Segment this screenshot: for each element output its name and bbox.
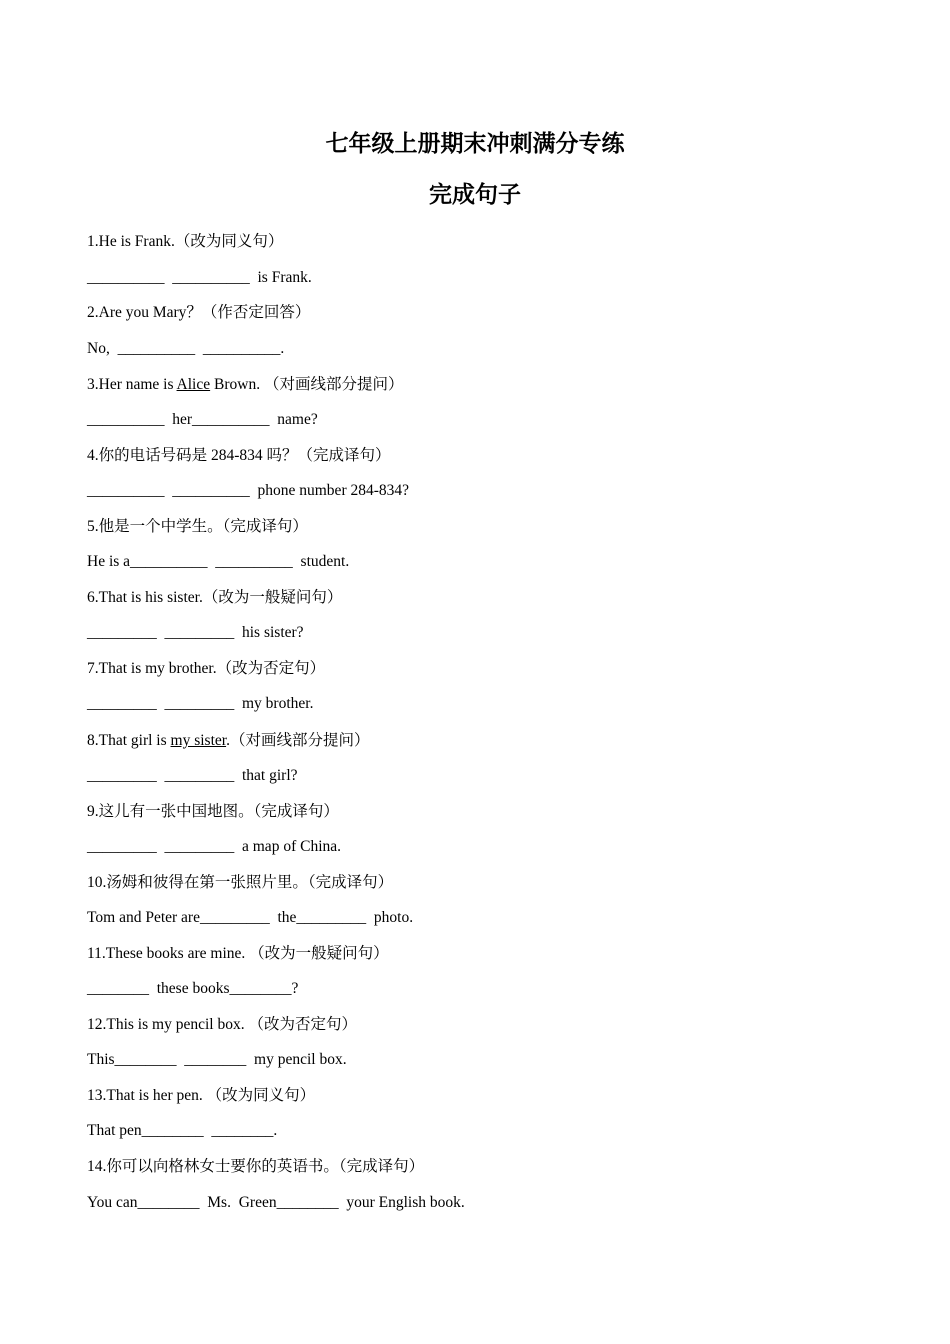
question-8-answer: _________ _________ that girl?	[87, 767, 298, 784]
question-10-prompt: 10.汤姆和彼得在第一张照片里。（完成译句）	[87, 874, 394, 891]
question-7-prompt: 7.That is my brother.（改为否定句）	[87, 660, 326, 677]
question-3-prompt	[87, 375, 403, 395]
question-6-answer: _________ _________ his sister?	[87, 624, 304, 641]
prompt-text: 3.Her name is	[87, 376, 177, 393]
question-14-answer: You can________ Ms. Green________ your English book.	[87, 1194, 465, 1211]
question-9-answer: _________ _________ a map of China.	[87, 838, 342, 855]
question-12-answer: This________ ________ my pencil box.	[87, 1051, 347, 1068]
question-13-answer: That pen________ ________.	[87, 1122, 278, 1139]
question-13-prompt: 13.That is her pen. （改为同义句）	[87, 1087, 316, 1104]
question-11-prompt: 11.These books are mine. （改为一般疑问句）	[87, 945, 389, 962]
question-14-prompt: 14.你可以向格林女士要你的英语书。（完成译句）	[87, 1158, 425, 1175]
question-10-answer: Tom and Peter are_________ the_________ photo.	[87, 909, 414, 926]
question-5-prompt: 5.他是一个中学生。（完成译句）	[87, 518, 308, 535]
question-8-prompt	[87, 731, 369, 751]
prompt-text: Brown. （对画线部分提问）	[210, 376, 404, 393]
question-9-prompt: 9.这儿有一张中国地图。（完成译句）	[87, 803, 339, 820]
question-5-answer: He is a__________ __________ student.	[87, 553, 350, 570]
question-6-prompt: 6.That is his sister.（改为一般疑问句）	[87, 589, 343, 606]
question-3-answer: __________ her__________ name?	[87, 411, 318, 428]
underlined-text: my sister	[170, 732, 227, 749]
question-1-prompt: 1.He is Frank.（改为同义句）	[87, 233, 284, 250]
question-4-prompt: 4.你的电话号码是 284-834 吗？（完成译句）	[87, 447, 391, 464]
question-4-answer: __________ __________ phone number 284-834?	[87, 482, 410, 499]
question-1-answer: __________ __________ is Frank.	[87, 269, 312, 286]
question-7-answer: _________ _________ my brother.	[87, 695, 314, 712]
prompt-text: 8.That girl is	[87, 732, 171, 749]
section-title: 完成句子	[429, 182, 521, 208]
page-title: 七年级上册期末冲刺满分专练	[325, 131, 625, 157]
underlined-text: Alice	[176, 376, 211, 393]
question-2-prompt: 2.Are you Mary？（作否定回答）	[87, 304, 311, 321]
question-2-answer: No, __________ __________.	[87, 340, 285, 357]
question-12-prompt: 12.This is my pencil box. （改为否定句）	[87, 1016, 357, 1033]
question-11-answer: ________ these books________?	[87, 980, 299, 997]
prompt-text: .（对画线部分提问）	[226, 732, 370, 749]
